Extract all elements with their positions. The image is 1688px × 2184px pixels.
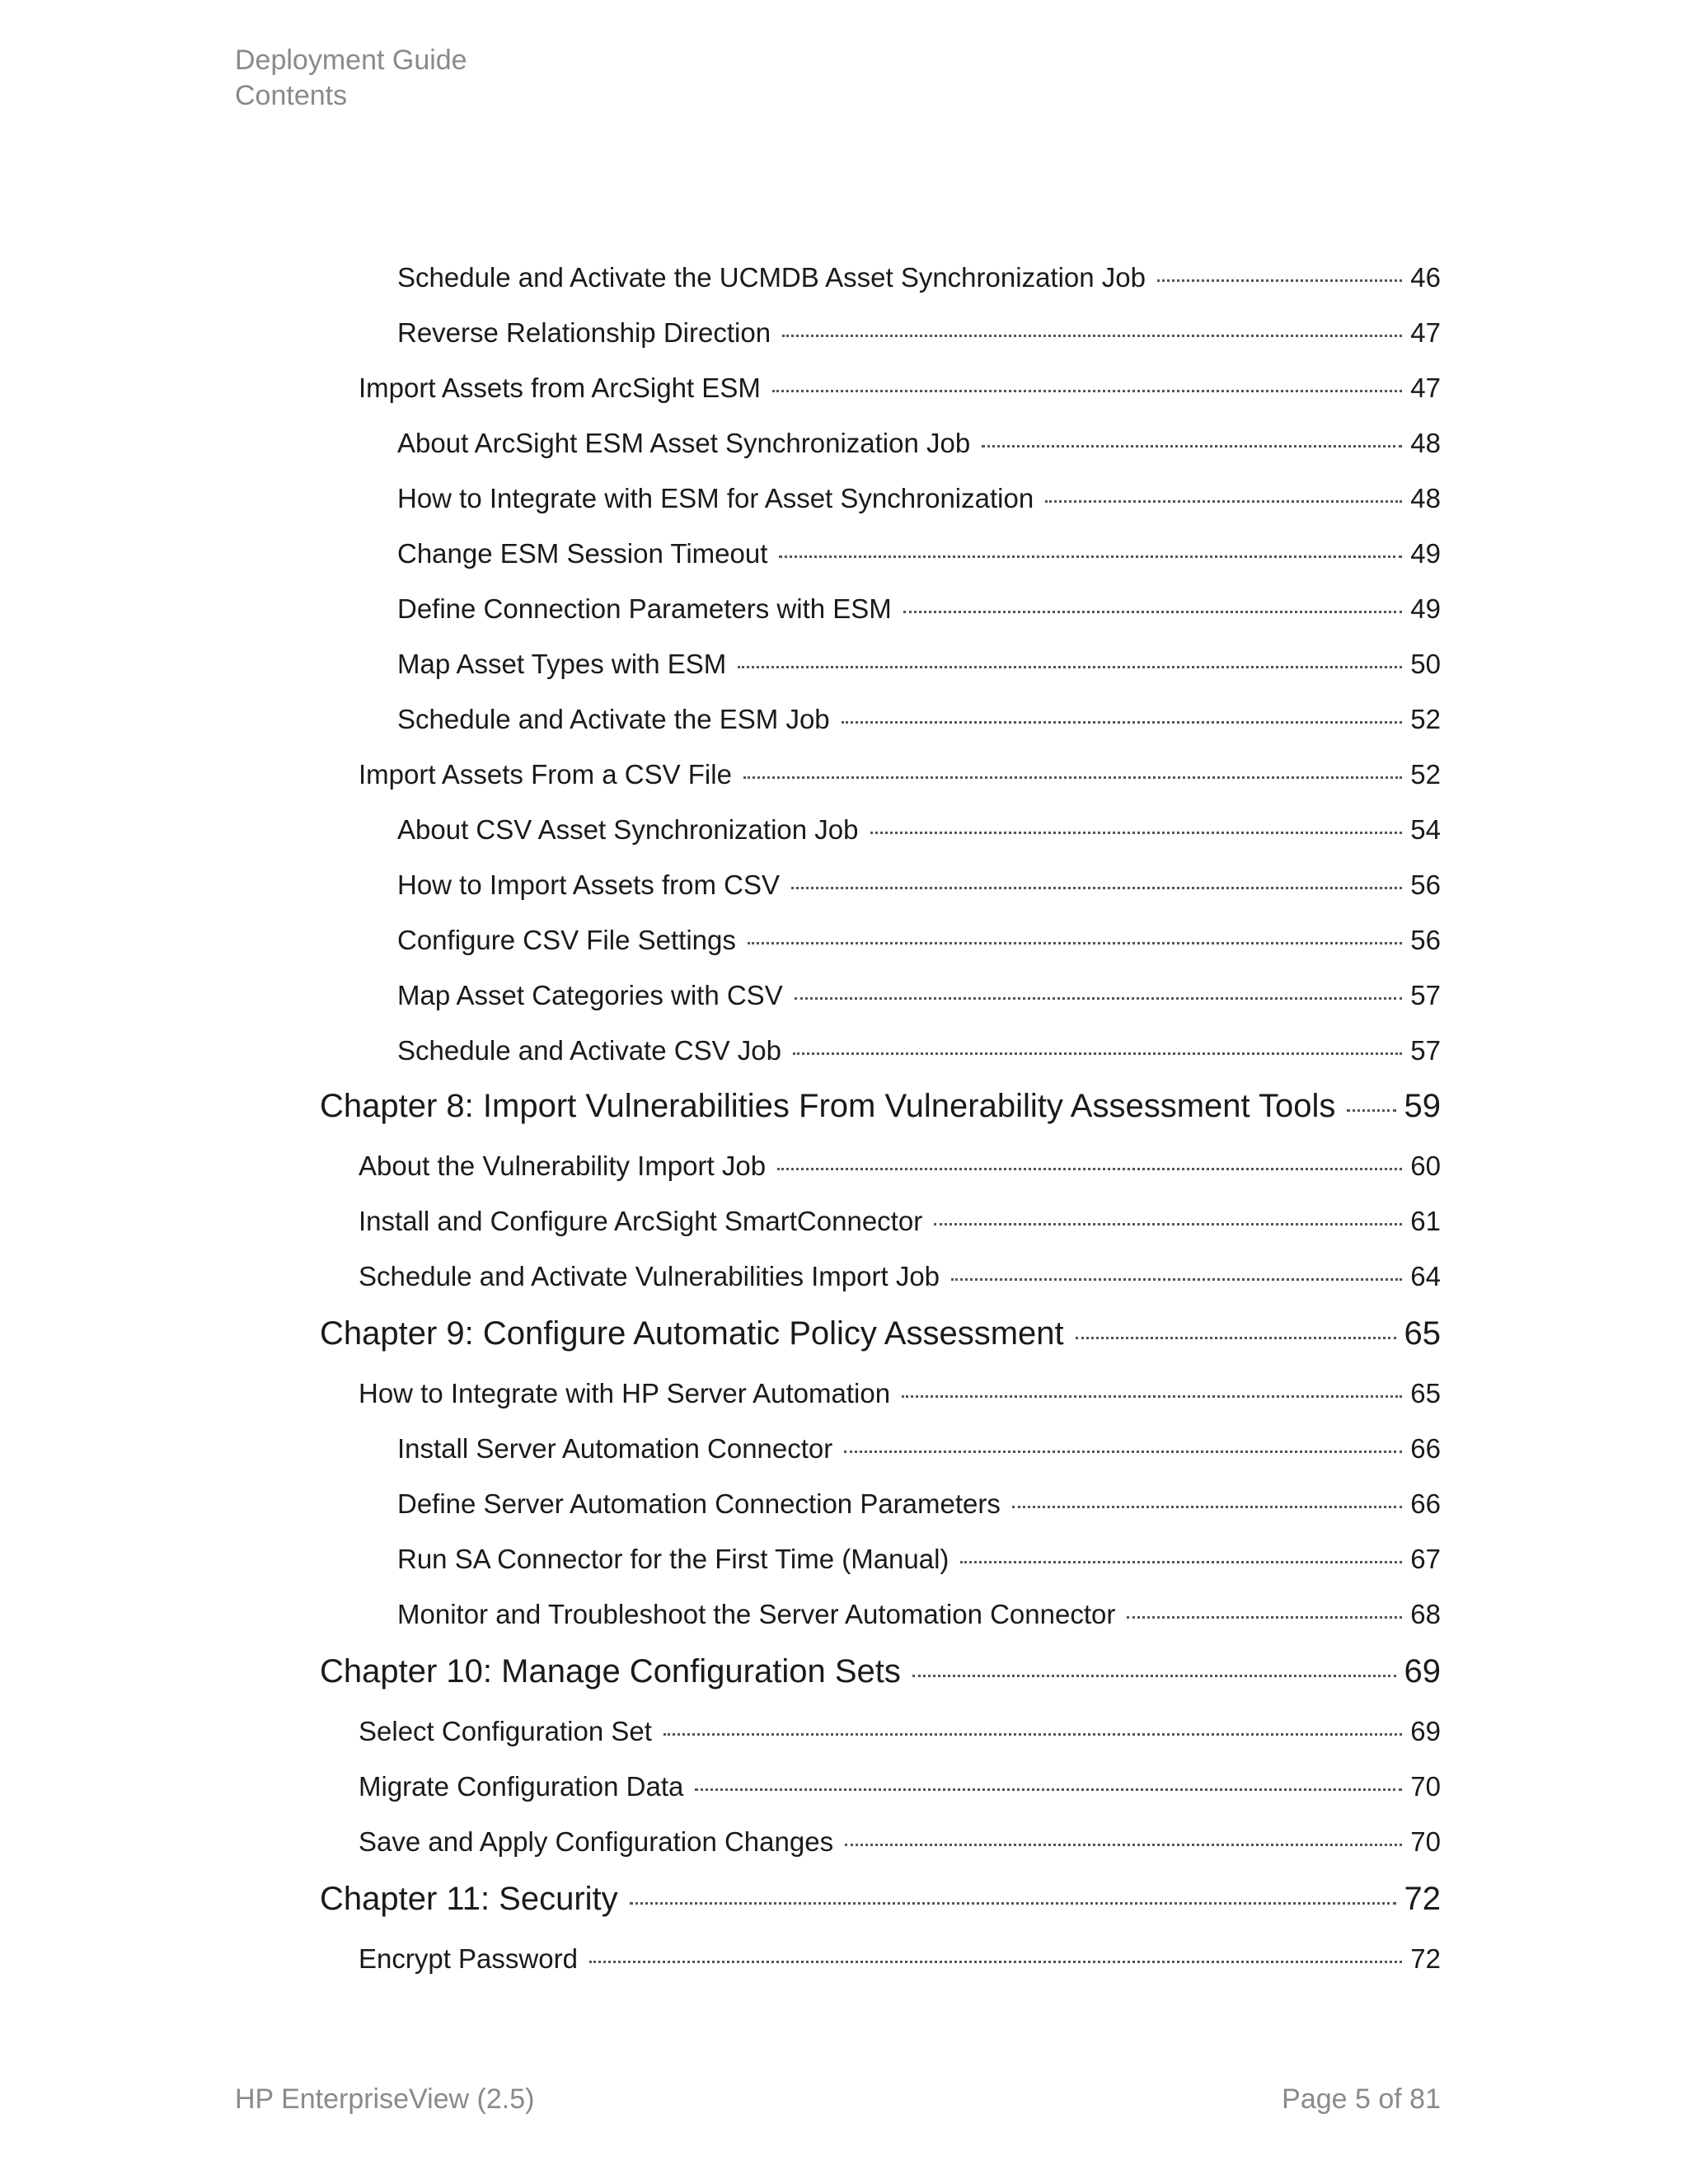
toc-entry-title: Import Assets From a CSV File [359, 759, 732, 790]
toc-entry[interactable] [397, 704, 1441, 742]
toc-entry-title: Schedule and Activate the ESM Job [397, 704, 830, 734]
toc-chapter-entry[interactable] [320, 1315, 1441, 1361]
toc-entry-title: Map Asset Types with ESM [397, 649, 727, 679]
toc-dot-leader [870, 832, 1403, 834]
toc-entry[interactable] [359, 759, 1441, 797]
toc-chapter-entry[interactable] [320, 1653, 1441, 1699]
toc-entry-title: How to Integrate with HP Server Automation [359, 1378, 891, 1408]
toc-dot-leader [934, 1223, 1402, 1226]
toc-dot-leader [903, 611, 1403, 613]
toc-chapter-entry[interactable] [320, 1088, 1441, 1134]
toc-entry-title: Map Asset Categories with CSV [397, 980, 783, 1010]
toc-entry[interactable] [359, 1261, 1441, 1299]
toc-entry-page: 70 [1410, 1771, 1441, 1802]
toc-dot-leader [663, 1733, 1402, 1736]
toc-entry[interactable] [397, 1544, 1441, 1582]
toc-dot-leader [842, 721, 1403, 724]
toc-entry-page: 56 [1410, 869, 1441, 900]
toc-entry-title: Change ESM Session Timeout [397, 538, 768, 569]
toc-chapter-entry[interactable] [320, 1881, 1441, 1927]
toc-dot-leader [912, 1675, 1396, 1677]
toc-entry[interactable] [397, 538, 1441, 576]
toc-entry[interactable] [397, 980, 1441, 1018]
toc-entry-title: Chapter 9: Configure Automatic Policy Assessment [320, 1315, 1064, 1352]
toc-dot-leader [960, 1561, 1402, 1563]
toc-entry-title: Schedule and Activate CSV Job [397, 1035, 781, 1066]
toc-entry-title: Schedule and Activate the UCMDB Asset Synchronization Job [397, 262, 1146, 293]
toc-entry-page: 72 [1410, 1943, 1441, 1974]
toc-dot-leader [951, 1278, 1402, 1281]
toc-dot-leader [589, 1961, 1402, 1963]
toc-dot-leader [779, 555, 1402, 558]
toc-entry-title: Select Configuration Set [359, 1716, 652, 1746]
toc-entry-page: 67 [1410, 1544, 1441, 1574]
toc-entry-page: 66 [1410, 1433, 1441, 1464]
toc-entry-title: Save and Apply Configuration Changes [359, 1826, 834, 1857]
toc-entry-title: Encrypt Password [359, 1943, 578, 1974]
toc-entry-title: Reverse Relationship Direction [397, 317, 771, 348]
toc-entry-page: 49 [1410, 593, 1441, 624]
toc-entry[interactable] [359, 1943, 1441, 1981]
toc-entry[interactable] [397, 593, 1441, 631]
toc-entry[interactable] [397, 1599, 1441, 1637]
toc-entry-page: 65 [1404, 1315, 1441, 1352]
toc-entry-title: How to Import Assets from CSV [397, 869, 780, 900]
toc-dot-leader [748, 942, 1402, 944]
toc-dot-leader [630, 1902, 1396, 1905]
toc-entry-page: 57 [1410, 1035, 1441, 1066]
toc-entry-title: Chapter 11: Security [320, 1881, 618, 1917]
toc-entry-page: 48 [1410, 483, 1441, 513]
toc-entry[interactable] [397, 483, 1441, 521]
toc-dot-leader [793, 1052, 1402, 1055]
toc-entry-title: Monitor and Troubleshoot the Server Automation Connector [397, 1599, 1116, 1629]
toc-entry-title: How to Integrate with ESM for Asset Synchronization [397, 483, 1034, 513]
toc-entry-title: Migrate Configuration Data [359, 1771, 684, 1802]
toc-dot-leader [844, 1451, 1402, 1453]
toc-dot-leader [902, 1395, 1402, 1398]
toc-entry[interactable] [397, 1488, 1441, 1526]
toc-entry[interactable] [397, 649, 1441, 687]
toc-entry-page: 65 [1410, 1378, 1441, 1408]
toc-dot-leader [795, 997, 1403, 1000]
toc-dot-leader [1157, 279, 1402, 282]
toc-entry-page: 70 [1410, 1826, 1441, 1857]
toc-entry[interactable] [359, 1151, 1441, 1188]
toc-entry-title: About CSV Asset Synchronization Job [397, 814, 859, 845]
toc-dot-leader [845, 1844, 1402, 1846]
toc-entry-title: Import Assets from ArcSight ESM [359, 373, 761, 403]
toc-entry-page: 47 [1410, 373, 1441, 403]
toc-entry-page: 56 [1410, 925, 1441, 955]
toc-entry-title: Schedule and Activate Vulnerabilities Import Job [359, 1261, 940, 1291]
toc-entry-title: Configure CSV File Settings [397, 925, 736, 955]
toc-entry[interactable] [359, 373, 1441, 410]
footer-product: HP EnterpriseView (2.5) [235, 2083, 535, 2115]
toc-entry-page: 60 [1410, 1151, 1441, 1181]
toc-entry[interactable] [397, 428, 1441, 466]
toc-dot-leader [1045, 500, 1402, 503]
toc-entry-page: 52 [1410, 759, 1441, 790]
toc-entry-page: 61 [1410, 1206, 1441, 1236]
toc-entry-title: About the Vulnerability Import Job [359, 1151, 767, 1181]
toc-entry-title: Install and Configure ArcSight SmartConnector [359, 1206, 923, 1236]
toc-entry-page: 50 [1410, 649, 1441, 679]
toc-entry-page: 46 [1410, 262, 1441, 293]
toc-entry[interactable] [359, 1826, 1441, 1864]
toc-entry-page: 52 [1410, 704, 1441, 734]
toc-entry-title: Define Server Automation Connection Parameters [397, 1488, 1001, 1519]
toc-dot-leader [782, 335, 1402, 337]
toc-entry[interactable] [359, 1378, 1441, 1416]
toc-entry[interactable] [397, 925, 1441, 963]
toc-dot-leader [743, 776, 1402, 779]
toc-entry-page: 49 [1410, 538, 1441, 569]
toc-entry[interactable] [397, 869, 1441, 907]
toc-entry-page: 72 [1404, 1881, 1441, 1917]
toc-entry-title: Install Server Automation Connector [397, 1433, 833, 1464]
toc-entry-title: About ArcSight ESM Asset Synchronization Job [397, 428, 971, 458]
toc-dot-leader [791, 887, 1402, 889]
toc-entry[interactable] [359, 1206, 1441, 1244]
toc-entry-page: 66 [1410, 1488, 1441, 1519]
toc-entry-page: 69 [1410, 1716, 1441, 1746]
toc-entry[interactable] [397, 1433, 1441, 1471]
toc-entry[interactable] [397, 814, 1441, 852]
toc-entry-title: Chapter 8: Import Vulnerabilities From Vulnerability Assessment Tools [320, 1088, 1336, 1124]
toc-entry-title: Run SA Connector for the First Time (Manual) [397, 1544, 950, 1574]
toc-dot-leader [1076, 1337, 1396, 1339]
toc-entry-title: Define Connection Parameters with ESM [397, 593, 892, 624]
toc-entry-page: 68 [1410, 1599, 1441, 1629]
toc-dot-leader [695, 1788, 1402, 1791]
toc-entry-page: 64 [1410, 1261, 1441, 1291]
toc-entry-page: 48 [1410, 428, 1441, 458]
toc-entry-page: 57 [1410, 980, 1441, 1010]
toc-entry[interactable] [397, 1035, 1441, 1073]
toc-dot-leader [1347, 1109, 1395, 1112]
toc-entry-page: 69 [1404, 1653, 1441, 1690]
toc-entry[interactable] [359, 1771, 1441, 1809]
toc-entry[interactable] [359, 1716, 1441, 1754]
toc-dot-leader [1127, 1616, 1402, 1619]
toc-entry-page: 54 [1410, 814, 1441, 845]
toc-entry[interactable] [397, 317, 1441, 355]
toc-dot-leader [982, 445, 1402, 448]
section-name: Contents [235, 80, 348, 111]
footer-page-info: Page 5 of 81 [1282, 2083, 1441, 2115]
toc-dot-leader [1012, 1506, 1402, 1508]
toc-entry[interactable] [397, 262, 1441, 300]
toc-entry-page: 59 [1404, 1088, 1441, 1124]
toc-dot-leader [777, 1168, 1402, 1170]
toc-entry-page: 47 [1410, 317, 1441, 348]
toc-dot-leader [738, 666, 1402, 668]
doc-title: Deployment Guide [235, 45, 467, 76]
toc-dot-leader [772, 390, 1402, 392]
toc-entry-title: Chapter 10: Manage Configuration Sets [320, 1653, 901, 1690]
